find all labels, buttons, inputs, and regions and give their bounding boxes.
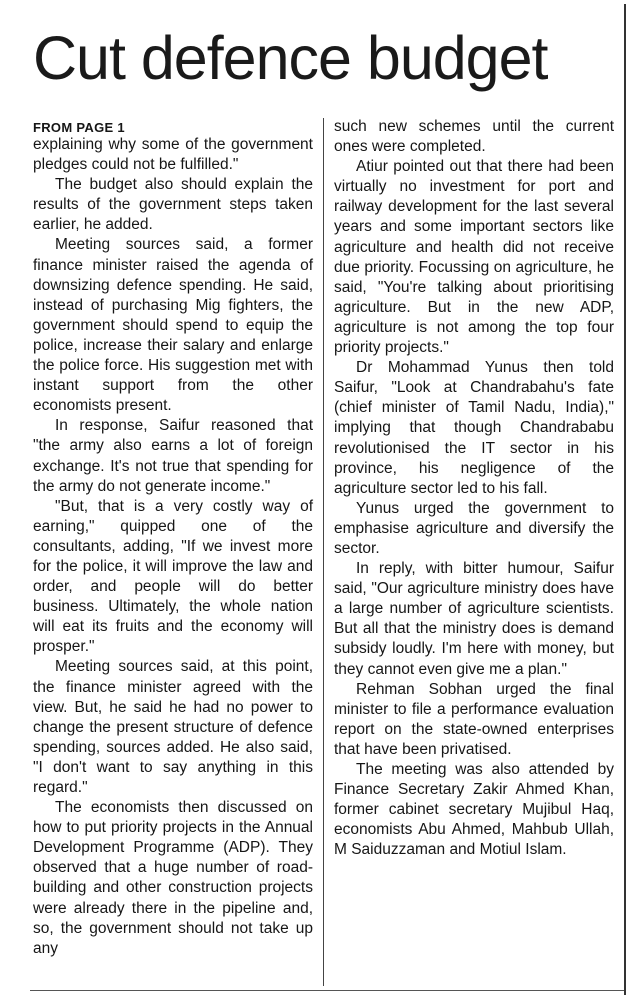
- paragraph: Atiur pointed out that there had been virtually no investment for port and railway development for the last several years and some important sectors like agriculture and health did not receive due priority. Focussing on agriculture, he said, "You're talking about prioritising agriculture. But in the new ADP, agriculture is not among the top four priority projects.": [334, 158, 614, 357]
- paragraph: Meeting sources said, at this point, the finance minister agreed with the view. But, he said he had no power to change the present structure of defence spending, sources added. He also said, "I don't want to say anything in this regard.": [33, 658, 313, 796]
- left-column: [33, 117, 313, 959]
- paragraph: Yunus urged the government to emphasise agriculture and diversify the sector.: [334, 499, 614, 557]
- paragraph: explaining why some of the government pledges could not be fulfilled.": [33, 136, 313, 174]
- paragraph: such new schemes until the current ones were completed.: [334, 118, 614, 156]
- paragraph: Meeting sources said, a former finance minister raised the agenda of downsizing defence spending. He said, instead of purchasing Mig fighters, the government should spend to equip the police, increase their salary and enlarge the police force. His suggestion met with instant support from the other economists present.: [33, 236, 313, 415]
- continuation-kicker: FROM PAGE 1: [33, 120, 125, 135]
- paragraph: The budget also should explain the results of the government steps taken earlier, he added.: [33, 176, 313, 234]
- paragraph: Dr Mohammad Yunus then told Saifur, "Look at Chandrabahu's fate (chief minister of Tamil Nadu, India)," implying that though Chandrababu revolutionised the IT sector in his province, his negligence of the agriculture sector led to his fall.: [334, 359, 614, 497]
- paragraph: In reply, with bitter humour, Saifur said, "Our agriculture ministry does have a large number of agriculture scientists. But all that the ministry does is demand subsidy loudly. I'm here with money, but they cannot even give me a plan.": [334, 560, 614, 678]
- headline: Cut defence budget: [33, 24, 548, 92]
- paragraph: "But, that is a very costly way of earning," quipped one of the consultants, adding, "If we invest more for the police, it will improve the law and order, and people will do better business. Ultimately, the whole nation will eat its fruits and the economy will prosper.": [33, 497, 313, 656]
- column-divider: [323, 118, 324, 986]
- paragraph: Rehman Sobhan urged the final minister to file a performance evaluation report on the state-owned enterprises that have been privatised.: [334, 680, 614, 758]
- paragraph: In response, Saifur reasoned that "the army also earns a lot of foreign exchange. It's not true that spending for the army do not generate income.": [33, 417, 313, 495]
- bottom-rule: [30, 990, 624, 991]
- right-border-rule: [624, 4, 626, 995]
- paragraph: The economists then discussed on how to put priority projects in the Annual Development Programme (ADP). They observed that a huge number of road-building and other construction projects were already there in the pipeline and, so, the government should not take up any: [33, 799, 313, 957]
- paragraph: The meeting was also attended by Finance Secretary Zakir Ahmed Khan, former cabinet secretary Mujibul Haq, economists Abu Ahmed, Mahbub Ullah, M Saiduzzaman and Motiul Islam.: [334, 761, 614, 859]
- right-column: [334, 117, 614, 860]
